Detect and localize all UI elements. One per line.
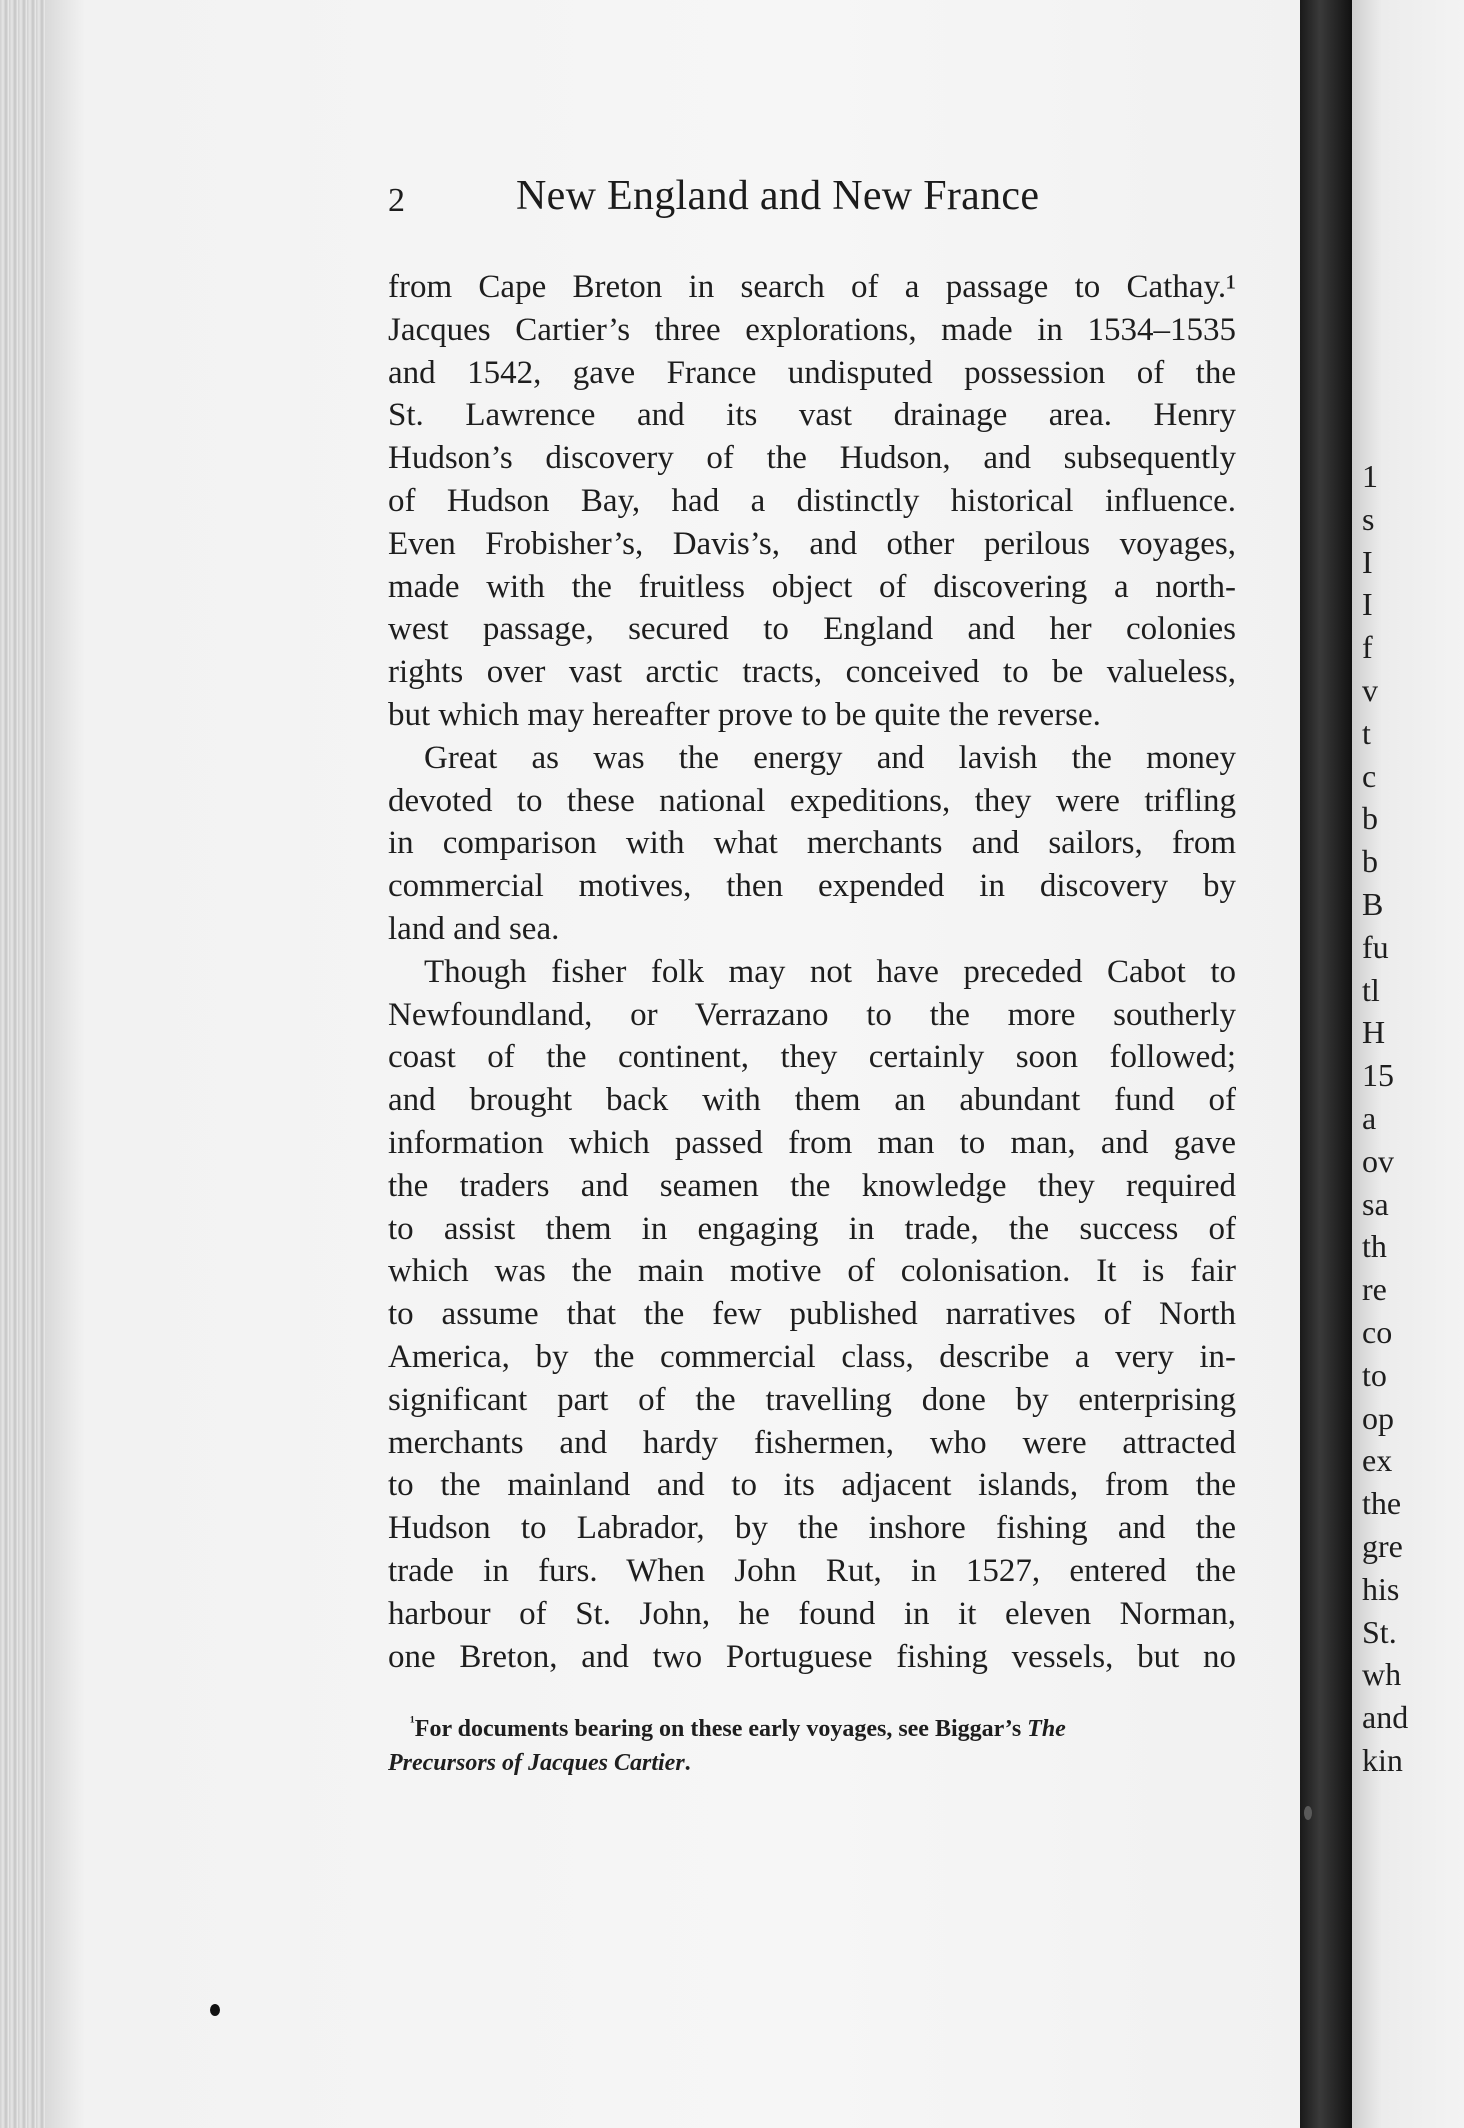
text-line: land and sea. (388, 910, 560, 947)
text-line: coast of the continent, they certainly soon followed; (388, 1039, 1236, 1076)
facing-fragment: b (1362, 843, 1378, 880)
footnote-line (388, 1746, 1236, 1780)
text-line: rights over vast arctic tracts, conceived to be valueless, (388, 654, 1236, 691)
facing-fragment: t (1362, 714, 1371, 751)
facing-fragment: I (1362, 586, 1373, 623)
text-line: to the mainland and to its adjacent islands, from the (388, 1467, 1236, 1504)
footnote-title-part: The (1027, 1716, 1066, 1742)
text-line: Hudson’s discovery of the Hudson, and subsequently (388, 440, 1236, 477)
facing-fragment: tl (1362, 971, 1380, 1008)
text-line: America, by the commercial class, describe a very in- (388, 1338, 1236, 1375)
text-line: and brought back with them an abundant fund of (388, 1082, 1236, 1119)
text-line: made with the fruitless object of discovering a north- (388, 568, 1236, 605)
facing-fragment: I (1362, 543, 1373, 580)
facing-fragment: gre (1362, 1527, 1403, 1564)
text-line: west passage, secured to England and her colonies (388, 611, 1236, 648)
facing-fragment: ex (1362, 1442, 1393, 1479)
facing-fragment: f (1362, 629, 1373, 666)
text-line: one Breton, and two Portuguese fishing vessels, but no (388, 1638, 1236, 1675)
text-line: Hudson to Labrador, by the inshore fishing and the (388, 1510, 1236, 1547)
facing-fragment: th (1362, 1228, 1387, 1265)
scan-speck (210, 2004, 220, 2016)
text-line: the traders and seamen the knowledge they required (388, 1167, 1236, 1204)
text-line: which was the main motive of colonisation. It is fair (388, 1253, 1236, 1290)
footnote-marker: ¹ (410, 1714, 415, 1731)
facing-fragment: 1 (1362, 458, 1378, 494)
text-line: Newfoundland, or Verrazano to the more southerly (388, 996, 1236, 1033)
body-text (388, 266, 1236, 1678)
scan-speck (1304, 1806, 1312, 1820)
text-line: to assume that the few published narratives of North (388, 1296, 1236, 1333)
text-line: and 1542, gave France undisputed possession of the (388, 354, 1236, 391)
facing-fragment: op (1362, 1399, 1394, 1436)
footnote-title-part: Precursors of Jacques Cartier (388, 1750, 685, 1776)
facing-fragment: the (1362, 1485, 1402, 1522)
text-line: merchants and hardy fishermen, who were attracted (388, 1424, 1236, 1461)
page-number: 2 (388, 182, 405, 219)
text-line: significant part of the travelling done by enterprising (388, 1381, 1236, 1418)
text-line: in comparison with what merchants and sailors, from (388, 825, 1236, 862)
text-line: harbour of St. John, he found in it eleven Norman, (388, 1595, 1236, 1632)
facing-fragment: H (1362, 1014, 1386, 1051)
facing-fragment: fu (1362, 928, 1389, 965)
text-line: but which may hereafter prove to be quite the reverse. (388, 696, 1101, 733)
facing-fragment: co (1362, 1313, 1393, 1350)
facing-fragment: v (1362, 671, 1378, 708)
facing-fragment: kin (1362, 1741, 1403, 1778)
facing-fragment: his (1362, 1570, 1400, 1607)
facing-fragment: re (1362, 1271, 1387, 1308)
facing-fragment: c (1362, 757, 1377, 794)
text-line: information which passed from man to man, and gave (388, 1124, 1236, 1161)
text-line: commercial motives, then expended in discovery by (388, 868, 1236, 905)
text-line: Even Frobisher’s, Davis’s, and other perilous voyages, (388, 525, 1236, 562)
facing-fragment: a (1362, 1099, 1377, 1136)
facing-page-text-fragments (1362, 455, 1462, 1782)
facing-fragment: wh (1362, 1656, 1402, 1693)
facing-page-right (1352, 0, 1464, 2128)
page-header (388, 172, 1248, 232)
footnote-line (388, 1712, 1236, 1746)
footnote-text: For documents bearing on these early voyages, see Biggar’s (414, 1716, 1028, 1742)
facing-fragment: ov (1362, 1142, 1394, 1179)
text-line: from Cape Breton in search of a passage to Cathay.¹ (388, 269, 1236, 305)
text-line: Great as was the energy and lavish the money (424, 739, 1236, 776)
facing-fragment: St. (1362, 1613, 1397, 1650)
footnote-end: . (684, 1750, 691, 1776)
text-line: St. Lawrence and its vast drainage area. Henry (388, 397, 1236, 434)
text-line: of Hudson Bay, had a distinctly historical influence. (388, 482, 1236, 519)
facing-fragment: sa (1362, 1185, 1389, 1222)
facing-fragment: b (1362, 800, 1378, 837)
text-line: to assist them in engaging in trade, the success of (388, 1210, 1236, 1247)
facing-fragment: and (1362, 1699, 1409, 1736)
footnote (388, 1712, 1236, 1780)
page-edges-left (0, 0, 45, 2128)
facing-fragment: s (1362, 500, 1375, 537)
facing-fragment: to (1362, 1356, 1387, 1393)
text-line: Though fisher folk may not have preceded Cabot to (424, 953, 1236, 990)
text-line: Jacques Cartier’s three explorations, made in 1534–1535 (388, 311, 1236, 348)
facing-fragment: B (1362, 885, 1384, 922)
text-line: trade in furs. When John Rut, in 1527, entered the (388, 1552, 1236, 1589)
facing-fragment: 15 (1362, 1057, 1394, 1094)
running-title: New England and New France (516, 173, 1040, 219)
text-line: devoted to these national expeditions, they were trifling (388, 782, 1236, 819)
